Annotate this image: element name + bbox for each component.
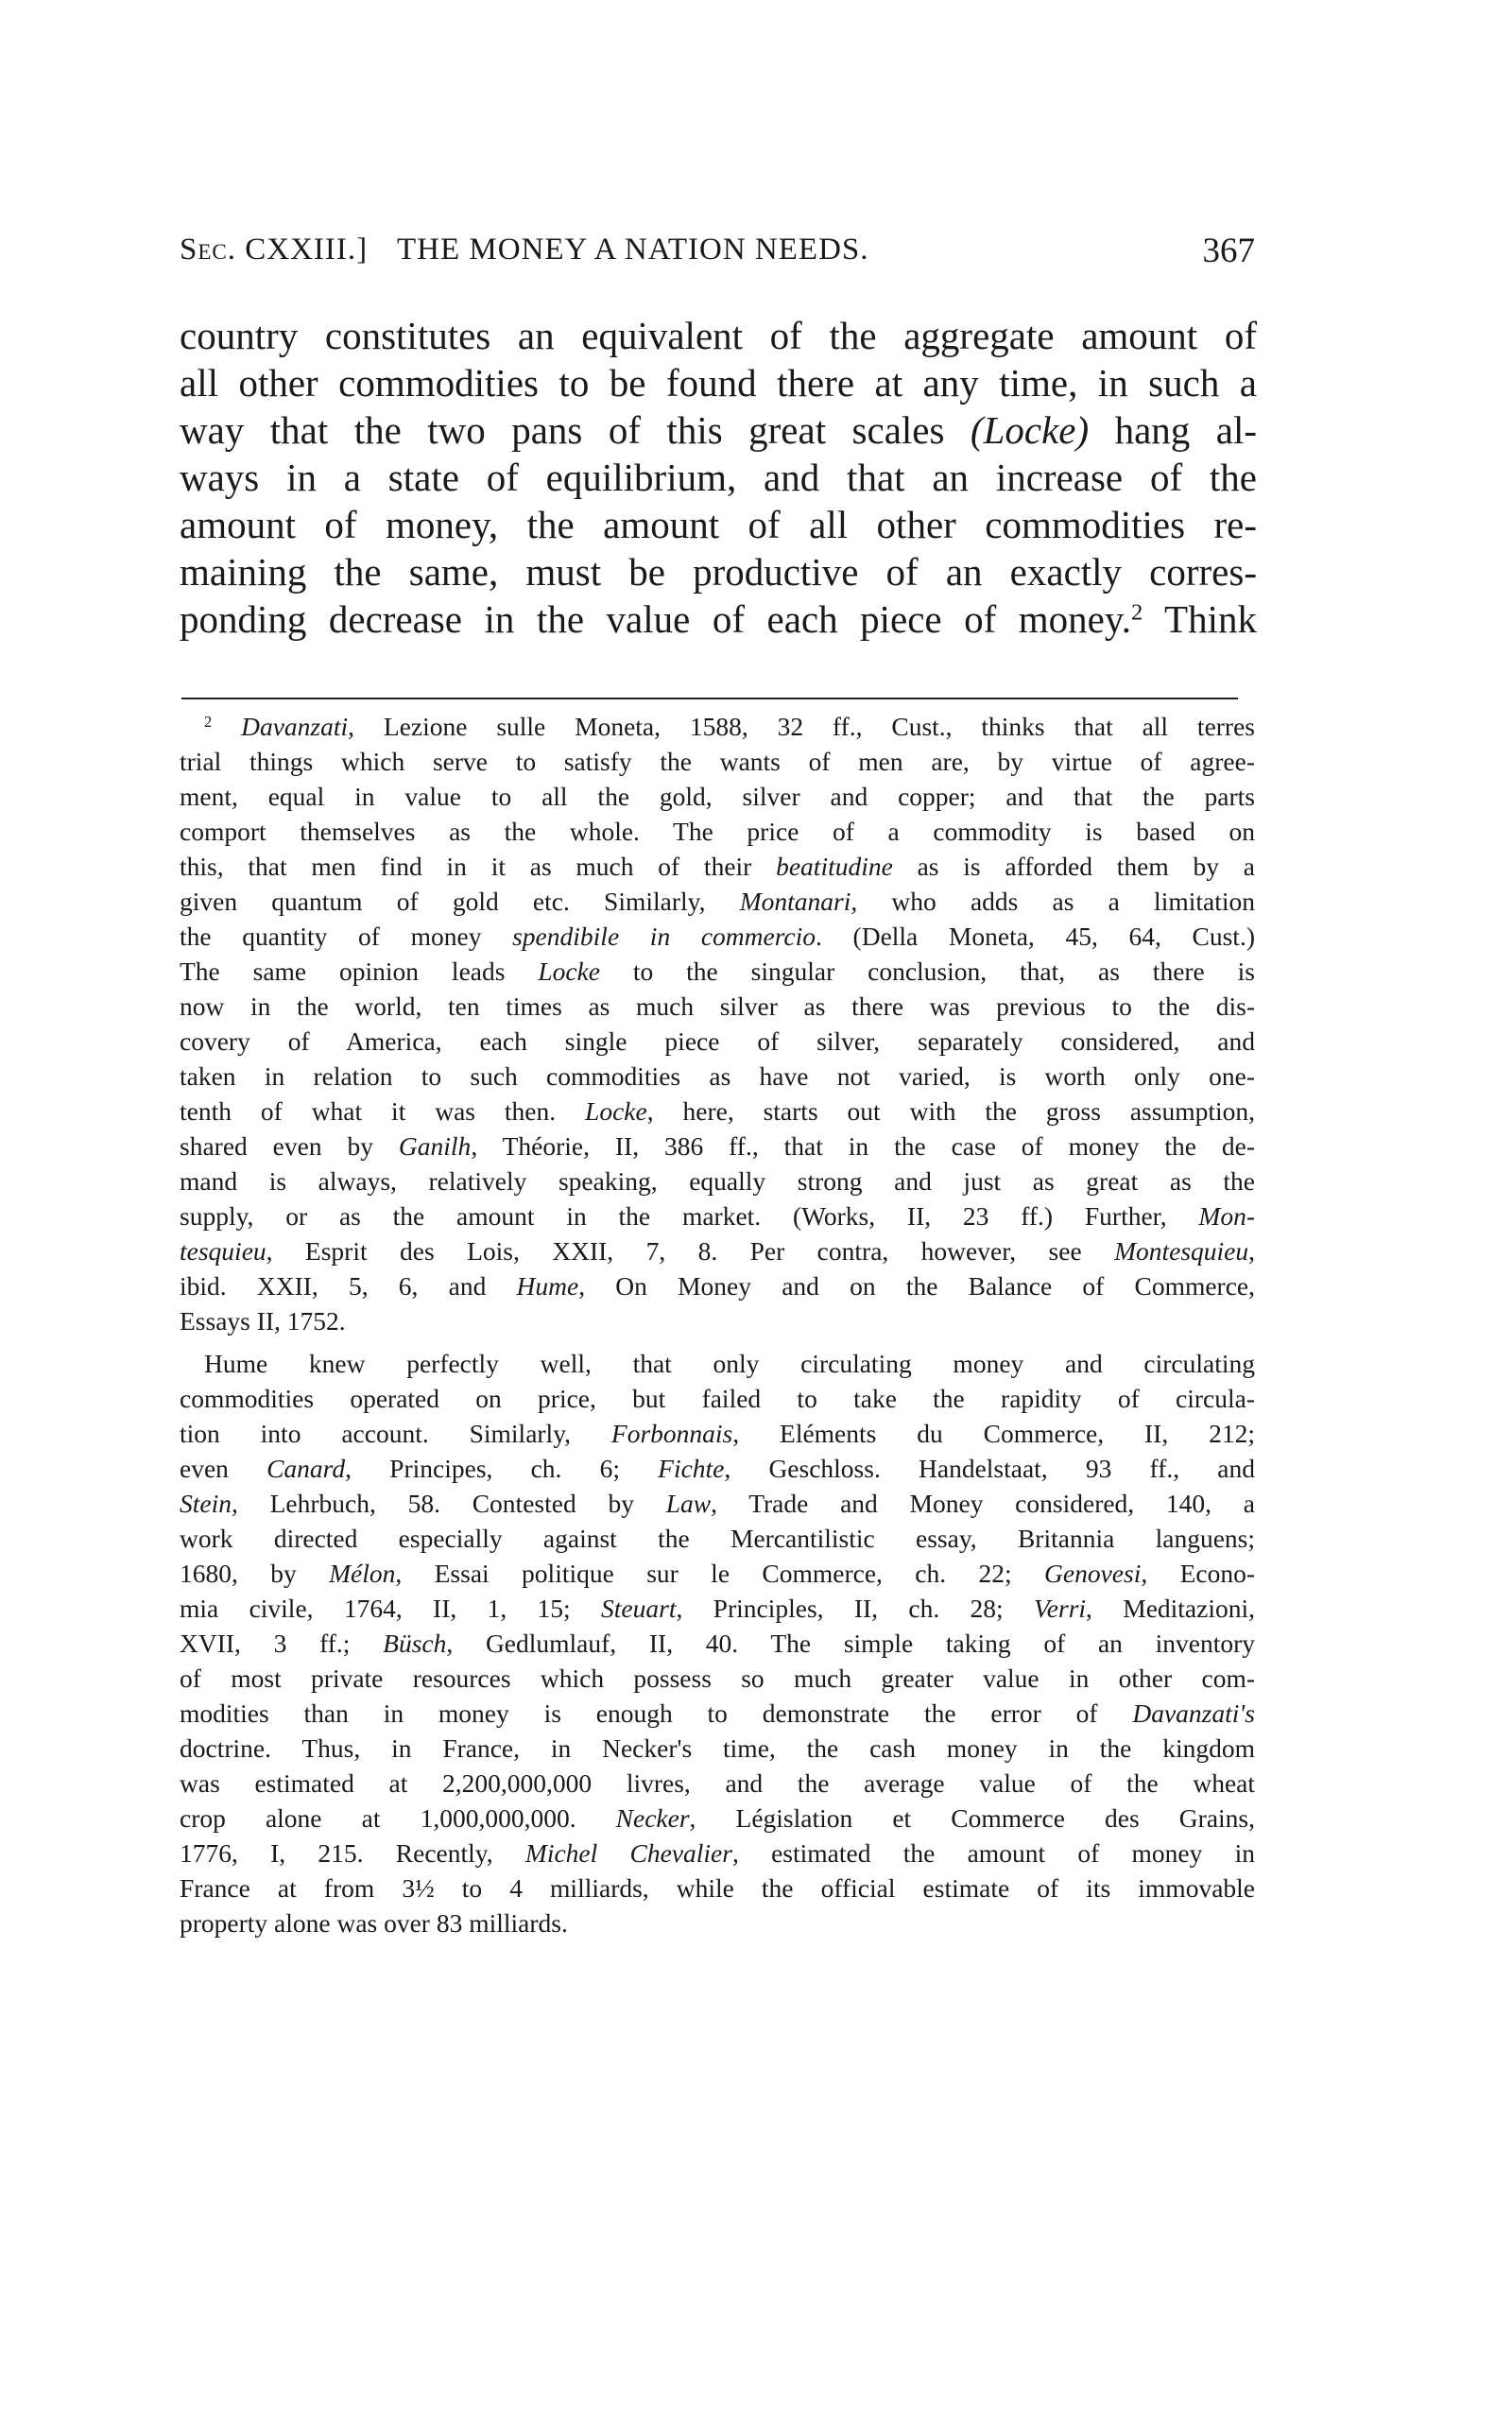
footnote-paragraph — [180, 709, 1255, 1338]
running-head — [180, 233, 1257, 274]
section-label: Sec. CXXIII.] — [180, 233, 369, 267]
italic-citation: Steuart — [601, 1594, 677, 1623]
text-run: , Gedlumlauf, II, 40. The simple taking of an inventory — [446, 1629, 1256, 1658]
text-run: property alone was over 83 milliards. — [180, 1908, 568, 1938]
text-run: , Principes, ch. 6; — [345, 1454, 659, 1483]
text-run: , Esprit des Lois, XXII, 7, 8. Per contra, however, see — [266, 1236, 1115, 1266]
text-run: , Meditazioni, — [1086, 1594, 1255, 1623]
footnote-line — [180, 1094, 1255, 1129]
text-run: maining the same, must be productive of an exactly corres- — [180, 550, 1257, 594]
text-run: as is afforded them by a — [892, 852, 1255, 881]
footnote-marker: 2 — [204, 712, 213, 731]
footnotes — [180, 709, 1255, 1940]
text-run: , Eléments du Commerce, II, 212; — [732, 1419, 1255, 1448]
text-run: work directed especially against the Mercantilistic essay, Britannia languens; — [180, 1524, 1255, 1553]
text-run: , Théorie, II, 386 ff., that in the case of money the de- — [471, 1131, 1256, 1161]
footnote-line — [180, 954, 1255, 989]
footnote-line — [180, 1416, 1255, 1451]
footnote-line — [180, 1451, 1255, 1486]
text-run: given quantum of gold etc. Similarly, — [180, 887, 740, 916]
text-run: ways in a state of equilibrium, and that an increase of the — [180, 456, 1257, 499]
italic-citation: Stein — [180, 1489, 232, 1518]
text-run: mand is always, relatively speaking, equally strong and just as great as the — [180, 1166, 1255, 1196]
footnote-line — [180, 884, 1255, 919]
footnote-separator-rule — [181, 698, 1238, 699]
footnote-line — [180, 1591, 1255, 1626]
text-run: The same opinion leads — [180, 957, 539, 986]
text-run: hang al- — [1089, 408, 1257, 452]
italic-citation: (Locke) — [970, 408, 1090, 452]
text-run: , Geschloss. Handelstaat, 93 ff., and — [724, 1454, 1255, 1483]
chapter-title: THE MONEY A NATION NEEDS. — [397, 233, 869, 267]
footnote-line — [180, 1164, 1255, 1198]
italic-citation: Davanzati — [241, 712, 349, 741]
footnote-line — [180, 744, 1255, 779]
text-run: even — [180, 1454, 267, 1483]
italic-citation: Mélon — [329, 1559, 396, 1588]
footnote-line — [180, 1129, 1255, 1164]
text-run: all other commodities to be found there at any time, in such a — [180, 361, 1257, 405]
footnote-line — [180, 1766, 1255, 1801]
text-run: taken in relation to such commodities as have not varied, is worth only one- — [180, 1061, 1255, 1091]
text-run: , Législation et Commerce des Grains, — [689, 1803, 1255, 1833]
italic-citation: Necker — [615, 1803, 690, 1833]
italic-citation: Genovesi — [1044, 1559, 1142, 1588]
italic-citation: Fichte — [658, 1454, 725, 1483]
page-number: 367 — [1202, 232, 1255, 270]
text-line — [180, 548, 1257, 595]
footnote-line — [180, 1024, 1255, 1059]
text-run: , Lehrbuch, 58. Contested by — [232, 1489, 666, 1518]
footnote-line — [180, 1836, 1255, 1871]
footnote-line — [180, 1871, 1255, 1905]
text-line — [180, 312, 1257, 359]
italic-citation: Verri — [1034, 1594, 1087, 1623]
text-run: XVII, 3 ff.; — [180, 1629, 384, 1658]
text-run: Essays II, 1752. — [180, 1306, 346, 1336]
text-line — [180, 406, 1257, 454]
text-run: ponding decrease in the value of each piece of money. — [180, 597, 1131, 641]
italic-citation: Canard — [266, 1454, 346, 1483]
footnote-line — [180, 814, 1255, 849]
italic-citation: beatitudine — [776, 852, 893, 881]
footnote-line — [180, 919, 1255, 954]
text-run: Think — [1143, 597, 1257, 641]
text-line — [180, 595, 1257, 643]
footnote-line — [180, 989, 1255, 1024]
text-run: , Econo- — [1141, 1559, 1256, 1588]
text-run: ibid. XXII, 5, 6, and — [180, 1271, 517, 1301]
footnote-line — [180, 1661, 1255, 1696]
main-text — [180, 312, 1257, 643]
text-run — [212, 712, 241, 741]
footnote-line — [180, 1198, 1255, 1233]
footnote-line — [180, 1521, 1255, 1556]
footnote-line — [180, 709, 1255, 744]
italic-citation: Forbonnais — [610, 1419, 733, 1448]
footnote-line — [180, 849, 1255, 884]
text-run: , Principles, II, ch. 28; — [676, 1594, 1035, 1623]
italic-citation: Montesquieu — [1114, 1236, 1249, 1266]
footnote-line — [180, 1801, 1255, 1836]
footnote-line — [180, 1905, 1255, 1940]
text-run: , On Money and on the Balance of Commerce, — [578, 1271, 1255, 1301]
text-run: ment, equal in value to all the gold, silver and copper; and that the parts — [180, 782, 1255, 811]
italic-citation: Law — [665, 1489, 712, 1518]
footnote-line — [180, 1626, 1255, 1661]
text-line — [180, 454, 1257, 501]
text-line — [180, 359, 1257, 406]
text-run: country constitutes an equivalent of the aggregate amount of — [180, 314, 1257, 357]
text-run: amount of money, the amount of all other commodities re- — [180, 503, 1257, 546]
footnote-line — [180, 1486, 1255, 1521]
text-run: tion into account. Similarly, — [180, 1419, 611, 1448]
text-run: modities than in money is enough to demonstrate the error of — [180, 1698, 1133, 1728]
paragraph-gap — [180, 1338, 1255, 1346]
text-run: , who adds as a limitation — [850, 887, 1255, 916]
text-run: this, that men find in it as much of their — [180, 852, 777, 881]
text-run: supply, or as the amount in the market. (Works, II, 23 ff.) Further, — [180, 1201, 1199, 1231]
footnote-marker: 2 — [1130, 599, 1143, 626]
text-run: doctrine. Thus, in France, in Necker's time, the cash money in the kingdom — [180, 1733, 1255, 1763]
text-run: to the singular conclusion, that, as there is — [600, 957, 1255, 986]
italic-citation: Michel Chevalier — [524, 1838, 732, 1868]
footnote-line — [180, 1731, 1255, 1766]
text-run: , — [1248, 1236, 1255, 1266]
footnote-line — [180, 1381, 1255, 1416]
footnote-line — [180, 1268, 1255, 1303]
text-run: the quantity of money — [180, 922, 513, 951]
text-run: , here, starts out with the gross assumption, — [646, 1096, 1255, 1126]
text-run: now in the world, ten times as much silver as there was previous to the dis- — [180, 991, 1255, 1021]
text-run: way that the two pans of this great scales — [180, 408, 971, 452]
text-run: covery of America, each single piece of silver, separately considered, and — [180, 1026, 1255, 1056]
footnote-line — [180, 1696, 1255, 1731]
italic-citation: Davanzati's — [1132, 1698, 1255, 1728]
footnote-line — [180, 1346, 1255, 1381]
text-run: commodities operated on price, but failed to take the rapidity of circula- — [180, 1384, 1255, 1413]
text-run: , estimated the amount of money in — [731, 1838, 1256, 1868]
text-run: comport themselves as the whole. The price of a commodity is based on — [180, 817, 1255, 846]
text-run: . (Della Moneta, 45, 64, Cust.) — [816, 922, 1255, 951]
text-run: , Essai politique sur le Commerce, ch. 22; — [395, 1559, 1045, 1588]
text-run: trial things which serve to satisfy the wants of men are, by virtue of agree- — [180, 747, 1255, 776]
italic-citation: Locke — [585, 1096, 647, 1126]
text-run: tenth of what it was then. — [180, 1096, 586, 1126]
text-run: of most private resources which possess so much greater value in other com- — [180, 1664, 1255, 1693]
text-run: , Trade and Money considered, 140, a — [711, 1489, 1255, 1518]
footnote-line — [180, 1233, 1255, 1268]
text-line — [180, 501, 1257, 548]
text-run: was estimated at 2,200,000,000 livres, and the average value of the wheat — [180, 1768, 1255, 1798]
text-run: shared even by — [180, 1131, 399, 1161]
footnote-line — [180, 1556, 1255, 1591]
text-run: mia civile, 1764, II, 1, 15; — [180, 1594, 602, 1623]
italic-citation: spendibile in commercio — [512, 922, 816, 951]
italic-citation: Hume — [516, 1271, 579, 1301]
footnote-line — [180, 779, 1255, 814]
italic-citation: Mon- — [1198, 1201, 1255, 1231]
text-run: Hume knew perfectly well, that only circulating money and circulating — [204, 1349, 1255, 1378]
italic-citation: tesquieu — [180, 1236, 266, 1266]
footnote-paragraph — [180, 1346, 1255, 1940]
italic-citation: Ganilh — [398, 1131, 472, 1161]
text-run: crop alone at 1,000,000,000. — [180, 1803, 616, 1833]
italic-citation: Locke — [538, 957, 600, 986]
text-run: , Lezione sulle Moneta, 1588, 32 ff., Cust., thinks that all terres — [348, 712, 1255, 741]
italic-citation: Montanari — [739, 887, 851, 916]
text-run: 1776, I, 215. Recently, — [180, 1838, 525, 1868]
italic-citation: Büsch — [383, 1629, 447, 1658]
text-run: France at from 3½ to 4 milliards, while the official estimate of its immovable — [180, 1873, 1255, 1903]
text-run: 1680, by — [180, 1559, 330, 1588]
footnote-line — [180, 1303, 1255, 1338]
footnote-line — [180, 1059, 1255, 1094]
